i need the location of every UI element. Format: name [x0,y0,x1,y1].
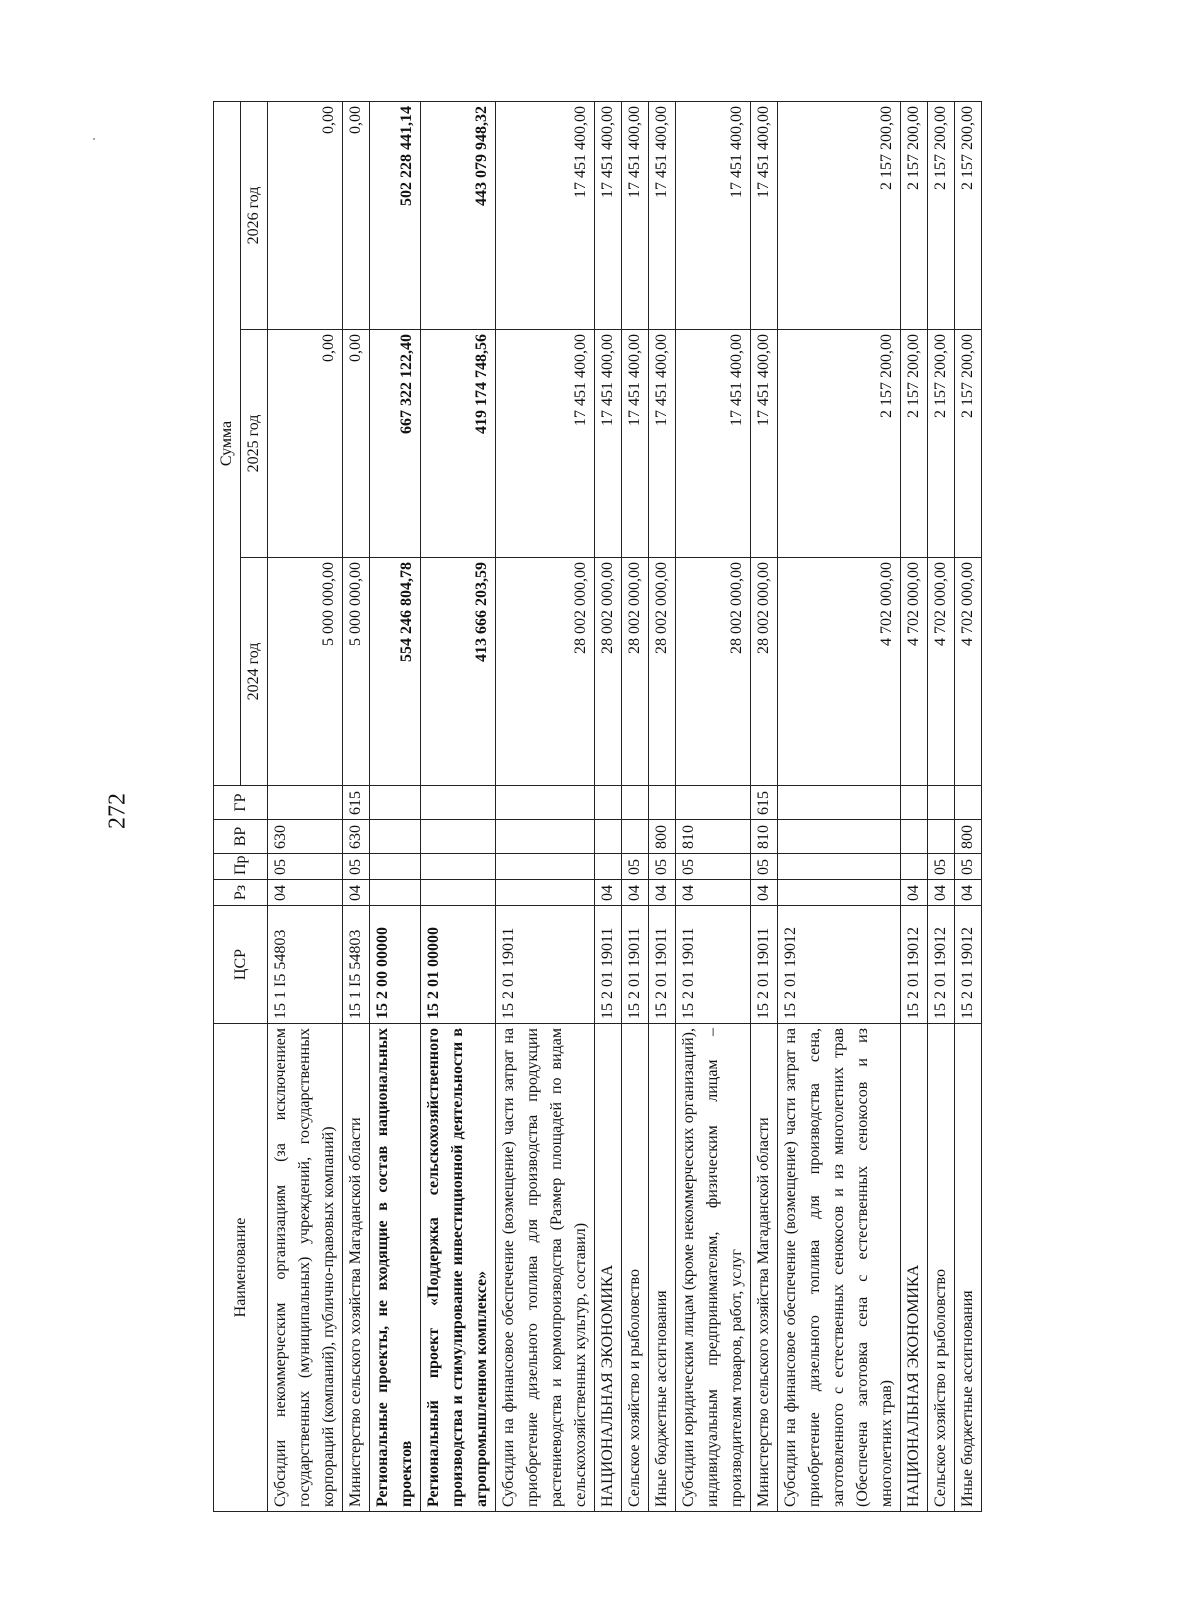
cell-rz: 04 [751,880,778,906]
cell-name: Региональный проект «Поддержка сельскохозяйственного производства и стимулирование инвестиционной деятельности в агропромышленном комплексе» [421,1024,496,1512]
cell-gr [622,786,649,820]
cell-2026: 0,00 [268,101,343,329]
cell-pr: 05 [622,854,649,880]
cell-2025: 17 451 400,00 [649,330,676,558]
cell-2024: 28 002 000,00 [751,558,778,786]
cell-vr [496,820,595,854]
cell-2026: 17 451 400,00 [622,101,649,329]
cell-pr: 05 [928,854,955,880]
cell-rz: 04 [901,880,928,906]
table-row [676,101,751,1511]
col-header-pr: Пр [214,854,268,880]
cell-2024: 554 246 804,78 [370,558,421,786]
col-header-vr: ВР [214,820,268,854]
col-header-rz: Рз [214,880,268,906]
col-header-gr: ГР [214,786,268,820]
cell-rz: 04 [649,880,676,906]
cell-2024: 413 666 203,59 [421,558,496,786]
cell-rz: 04 [268,880,343,906]
cell-name: НАЦИОНАЛЬНАЯ ЭКОНОМИКА [901,1024,928,1512]
cell-name: Министерство сельского хозяйства Магаданской области [343,1024,370,1512]
cell-rz: 04 [676,880,751,906]
cell-pr [595,854,622,880]
cell-csr: 15 2 01 19012 [901,906,928,1024]
col-header-2024: 2024 год [241,558,268,786]
col-header-sum: Сумма [214,101,241,785]
col-header-2026: 2026 год [241,101,268,329]
cell-2025: 17 451 400,00 [496,330,595,558]
cell-2026: 17 451 400,00 [496,101,595,329]
cell-gr [928,786,955,820]
cell-pr [778,854,901,880]
col-header-csr: ЦСР [214,906,268,1024]
cell-vr [370,820,421,854]
cell-csr: 15 1 I5 54803 [343,906,370,1024]
cell-name: Сельское хозяйство и рыболовство [928,1024,955,1512]
cell-2025: 17 451 400,00 [676,330,751,558]
cell-name: Субсидии на финансовое обеспечение (возмещение) части затрат на приобретение дизельного топлива для производства сена, заготовленного с естественных сенокосов и из многолетних трав (Обеспечена заготовка сена с естественных сенокосов и из многолетних трав) [778,1024,901,1512]
cell-rz [496,880,595,906]
cell-csr: 15 2 00 00000 [370,906,421,1024]
cell-2024: 28 002 000,00 [649,558,676,786]
cell-vr: 810 [751,820,778,854]
cell-2025: 2 157 200,00 [928,330,955,558]
cell-2025: 2 157 200,00 [901,330,928,558]
cell-vr: 630 [343,820,370,854]
header-row-1 [214,101,241,1511]
cell-rz: 04 [955,880,982,906]
cell-gr [268,786,343,820]
cell-2024: 5 000 000,00 [343,558,370,786]
cell-csr: 15 2 01 19012 [955,906,982,1024]
cell-pr [421,854,496,880]
cell-rz [421,880,496,906]
cell-2024: 4 702 000,00 [901,558,928,786]
cell-vr [421,820,496,854]
cell-2024: 28 002 000,00 [622,558,649,786]
cell-rz [778,880,901,906]
cell-csr: 15 2 01 19011 [595,906,622,1024]
cell-gr: 615 [343,786,370,820]
cell-pr: 05 [343,854,370,880]
cell-pr [370,854,421,880]
cell-2026: 17 451 400,00 [676,101,751,329]
cell-2025: 2 157 200,00 [955,330,982,558]
cell-2026: 2 157 200,00 [778,101,901,329]
table-row [496,101,595,1511]
cell-2024: 28 002 000,00 [676,558,751,786]
table-row [595,101,622,1511]
cell-vr [595,820,622,854]
rotated-table-container [213,102,1105,1512]
cell-2024: 4 702 000,00 [928,558,955,786]
cell-2025: 0,00 [343,330,370,558]
cell-2026: 17 451 400,00 [751,101,778,329]
cell-gr: 615 [751,786,778,820]
table-row [928,101,955,1511]
cell-vr: 630 [268,820,343,854]
cell-rz: 04 [595,880,622,906]
cell-vr [622,820,649,854]
cell-rz [370,880,421,906]
cell-name: Сельское хозяйство и рыболовство [622,1024,649,1512]
cell-pr [496,854,595,880]
cell-csr: 15 2 01 19011 [496,906,595,1024]
cell-rz: 04 [622,880,649,906]
cell-2026: 502 228 441,14 [370,101,421,329]
table-row [901,101,928,1511]
table-row [268,101,343,1511]
cell-name: Иные бюджетные ассигнования [955,1024,982,1512]
cell-csr: 15 2 01 19011 [751,906,778,1024]
cell-gr [778,786,901,820]
table-row [343,101,370,1511]
cell-vr [778,820,901,854]
cell-pr: 05 [955,854,982,880]
cell-gr [370,786,421,820]
cell-vr: 800 [649,820,676,854]
cell-2026: 2 157 200,00 [901,101,928,329]
col-header-name: Наименование [214,1024,268,1512]
cell-name: Субсидии юридическим лицам (кроме некоммерческих организаций), индивидуальным предпринимателям, физическим лицам – производителям товаров, работ, услуг [676,1024,751,1512]
cell-2025: 0,00 [268,330,343,558]
cell-2025: 2 157 200,00 [778,330,901,558]
budget-table [213,101,982,1512]
cell-gr [496,786,595,820]
col-header-2025: 2025 год [241,330,268,558]
cell-name: Иные бюджетные ассигнования [649,1024,676,1512]
table-row [370,101,421,1511]
cell-name: Министерство сельского хозяйства Магаданской области [751,1024,778,1512]
cell-pr: 05 [751,854,778,880]
table-row [421,101,496,1511]
cell-2024: 4 702 000,00 [778,558,901,786]
cell-2024: 4 702 000,00 [955,558,982,786]
page-number: 272 [104,793,131,829]
table-row [778,101,901,1511]
cell-gr [649,786,676,820]
cell-vr [928,820,955,854]
cell-csr: 15 2 01 19011 [622,906,649,1024]
cell-csr: 15 1 I5 54803 [268,906,343,1024]
cell-csr: 15 2 01 19012 [778,906,901,1024]
table-row [649,101,676,1511]
cell-2025: 667 322 122,40 [370,330,421,558]
cell-gr [901,786,928,820]
table-row [955,101,982,1511]
cell-pr: 05 [649,854,676,880]
cell-2026: 0,00 [343,101,370,329]
cell-pr: 05 [268,854,343,880]
cell-2025: 17 451 400,00 [622,330,649,558]
cell-rz: 04 [928,880,955,906]
cell-name: НАЦИОНАЛЬНАЯ ЭКОНОМИКА [595,1024,622,1512]
cell-pr [901,854,928,880]
cell-rz: 04 [343,880,370,906]
cell-2026: 2 157 200,00 [955,101,982,329]
cell-2026: 17 451 400,00 [649,101,676,329]
cell-csr: 15 2 01 19011 [676,906,751,1024]
cell-2024: 5 000 000,00 [268,558,343,786]
cell-gr [676,786,751,820]
scan-speck [93,138,95,140]
cell-gr [595,786,622,820]
cell-2025: 17 451 400,00 [595,330,622,558]
cell-2026: 443 079 948,32 [421,101,496,329]
cell-2026: 2 157 200,00 [928,101,955,329]
cell-name: Субсидии некоммерческим организациям (за исключением государственных (муниципальных) учреждений, государственных корпораций (компаний), публично-правовых компаний) [268,1024,343,1512]
cell-2025: 17 451 400,00 [751,330,778,558]
cell-vr: 810 [676,820,751,854]
cell-vr: 800 [955,820,982,854]
cell-2024: 28 002 000,00 [595,558,622,786]
cell-name: Субсидии на финансовое обеспечение (возмещение) части затрат на приобретение дизельного топлива для производства продукции растениеводства и кормопроизводства (Размер площадей по видам сельскохозяйственных культур, составил) [496,1024,595,1512]
cell-gr [421,786,496,820]
table-row [751,101,778,1511]
cell-pr: 05 [676,854,751,880]
cell-2026: 17 451 400,00 [595,101,622,329]
table-row [622,101,649,1511]
cell-gr [955,786,982,820]
cell-csr: 15 2 01 00000 [421,906,496,1024]
cell-name: Региональные проекты, не входящие в состав национальных проектов [370,1024,421,1512]
cell-2024: 28 002 000,00 [496,558,595,786]
cell-2025: 419 174 748,56 [421,330,496,558]
cell-csr: 15 2 01 19012 [928,906,955,1024]
cell-csr: 15 2 01 19011 [649,906,676,1024]
cell-vr [901,820,928,854]
